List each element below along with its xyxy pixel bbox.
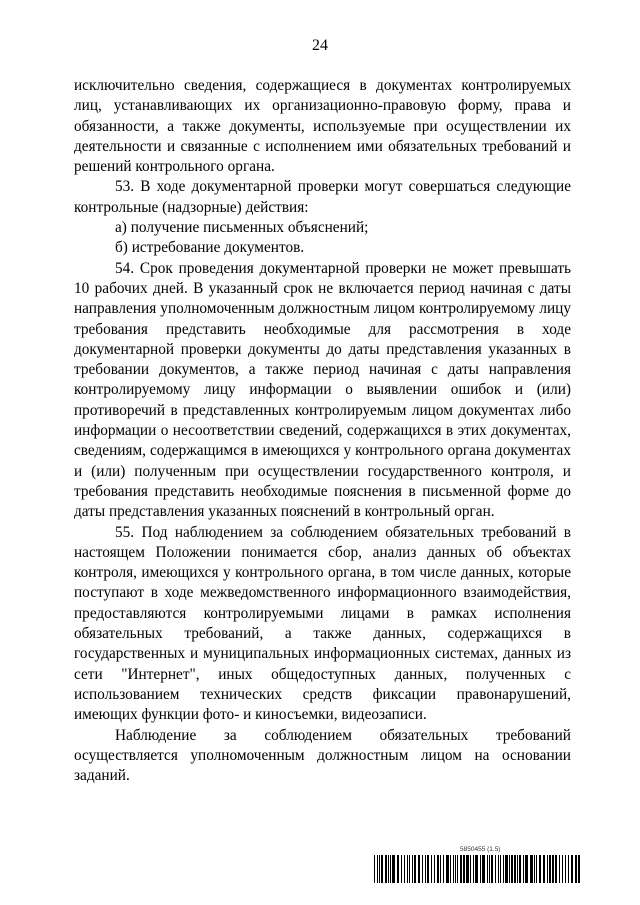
document-code: 5850455 (1.5) [460,846,501,853]
paragraph-55: 55. Под наблюдением за соблюдением обязательных требований в настоящем Положении понимается сбор, анализ данных об объектах контроля, имеющихся у контрольного органа, в том числе данных, которые поступают в ходе межведомственного информационного взаимодействия, предоставляются контролируемыми лицами в рамках исполнения обязательных требований, а также данных, содержащихся в государственных и муниципальных информационных системах, данных из сети "Интернет", иных общедоступных данных, полученных с использованием технических средств фиксации правонарушений, имеющих функции фото- и киносъемки, видеозаписи. [74,523,571,724]
paragraph-54: 54. Срок проведения документарной проверки не может превышать 10 рабочих дней. В указанный срок не включается период начиная с даты направления уполномоченным должностным лицом контролируемому лицу требования представить необходимые для рассмотрения в ходе документарной проверки документы до даты представления указанных в требовании документов, а также период начиная с даты направления контролируемому лицу информации о выявлении ошибок и (или) противоречий в представленных контролируемым лицом документах либо информации о несоответствии сведений, содержащихся в этих документах, сведениям, содержащимся в имеющихся у контрольного органа документах и (или) полученным при осуществлении государственного контроля, и требования представить необходимые пояснения в письменной форме до даты представления указанных пояснений в контрольный орган. [74,259,571,521]
list-item-a: а) получение письменных объяснений; [115,219,369,237]
page-number: 24 [312,37,328,54]
paragraph-observation: Наблюдение за соблюдением обязательных требований осуществляется уполномоченным должностным лицом на основании заданий. [74,726,571,785]
list-item-b: б) истребование документов. [115,239,305,257]
paragraph-53: 53. В ходе документарной проверки могут совершаться следующие контрольные (надзорные) действия: [74,178,571,216]
document-body [74,76,571,786]
paragraph-continuation: исключительно сведения, содержащиеся в документах контролируемых лиц, устанавливающих их организационно-правовую форму, права и обязанности, а также документы, используемые при осуществлении их деятельности и связанные с исполнением ими обязательных требований и решений контрольного органа. [74,77,571,176]
barcode-block [374,846,580,884]
barcode-icon [374,855,580,883]
